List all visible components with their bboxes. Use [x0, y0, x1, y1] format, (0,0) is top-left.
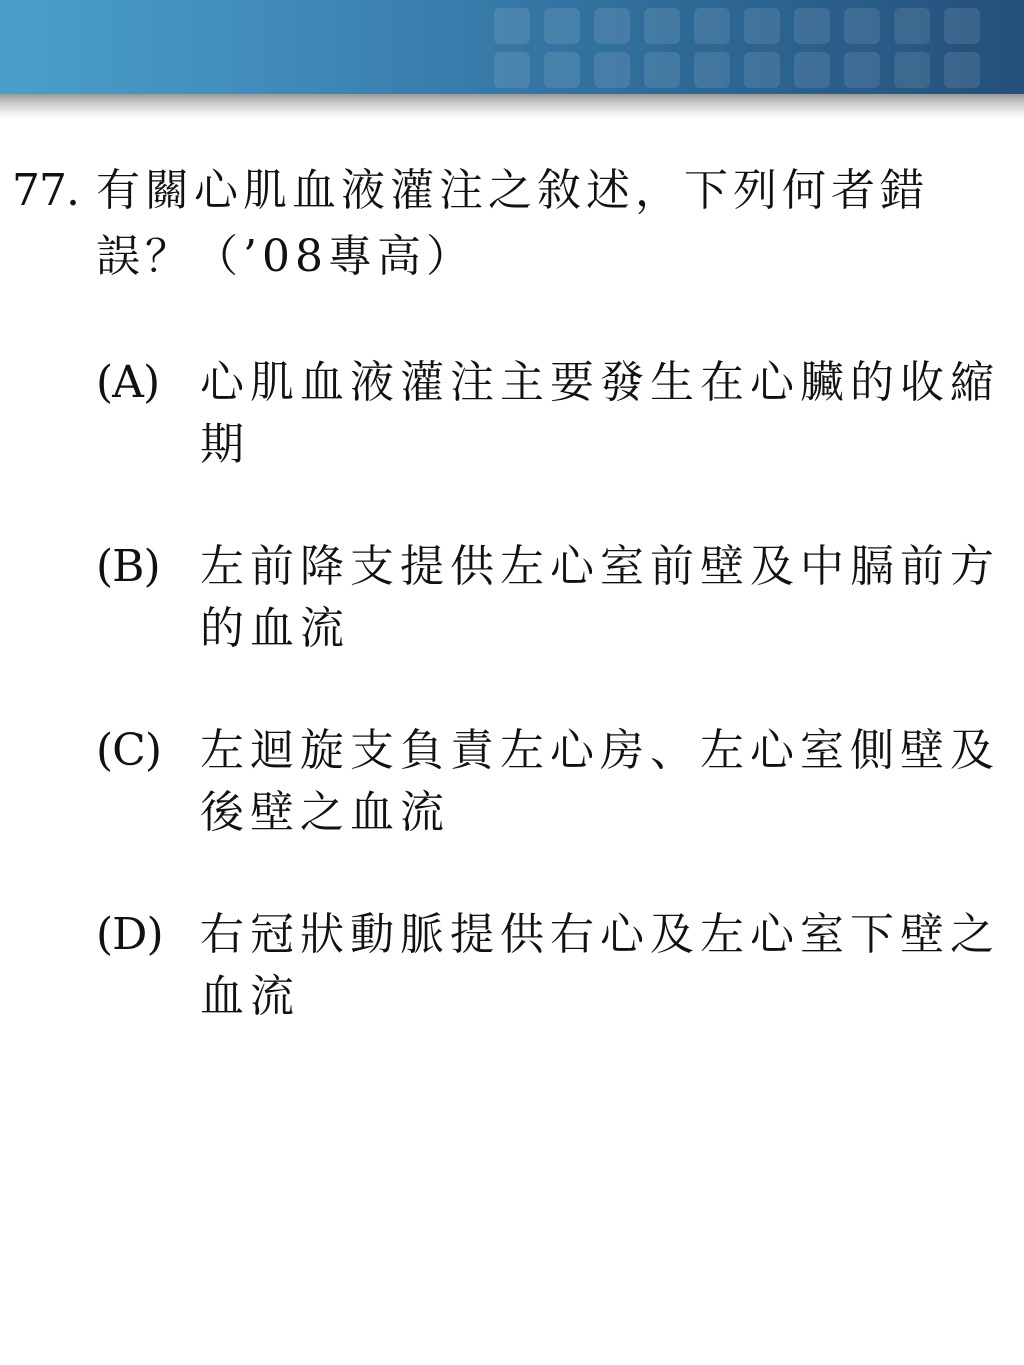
option-c-text: 左迴旋支負責左心房、左心室側壁及後壁之血流 [200, 725, 1000, 838]
options-list [0, 352, 1010, 1088]
option-d-text: 右冠狀動脈提供右心及左心室下壁之血流 [200, 909, 1000, 1022]
option-a-text: 心肌血液灌注主要發生在心臟的收縮期 [200, 357, 1000, 470]
option-d-label: (D) [96, 909, 163, 960]
option-a [0, 352, 1010, 476]
question-block [0, 158, 1010, 290]
option-b-text: 左前降支提供左心室前壁及中膈前方的血流 [200, 541, 1000, 654]
option-c-label: (C) [96, 725, 161, 776]
option-b-label: (B) [96, 541, 160, 592]
option-c [0, 720, 1010, 844]
option-b [0, 536, 1010, 660]
header-shadow [0, 94, 1024, 118]
header-banner [0, 0, 1024, 94]
question-stem [0, 158, 1010, 290]
decorative-grid [484, 4, 1004, 90]
option-d [0, 904, 1010, 1028]
question-text: 有關心肌血液灌注之敘述，下列何者錯誤？（’08專高） [96, 165, 929, 282]
option-a-label: (A) [96, 357, 160, 408]
question-number: 77. [12, 165, 79, 216]
